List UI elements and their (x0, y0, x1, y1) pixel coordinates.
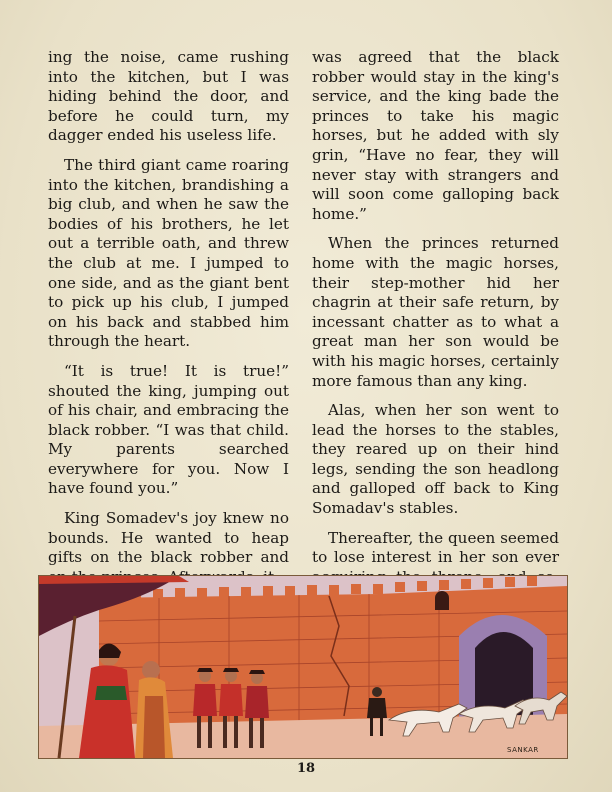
story-paragraph: Thereafter, the queen seemed to lose interest in her son ever (312, 528, 559, 567)
right-text-column (312, 48, 559, 637)
left-text-column (48, 48, 289, 597)
artist-signature: SANKAR (507, 746, 539, 754)
story-paragraph: “It is true! It is true!” shouted the king, jumping out of his chair, and embracing the black robber. “I was that child. My parents searched everywhere for you. Now I have found you.” (48, 361, 289, 498)
story-illustration (38, 575, 568, 759)
story-paragraph: The third giant came roaring into the kitchen, brandishing a big club, and when he saw the bodies of his brothers, he let out a terrible oath, and threw the club at me. I jumped to one side, and as the giant bent to pick up his club, I jumped on his back and stabbed him through the heart. (48, 155, 289, 351)
illustration-scene (39, 576, 567, 758)
story-paragraph: When the princes returned home with the magic horses, their step-mother hid her chagrin at their safe return, by incessant chatter as to what a great man her son would be with his magic horses, certainly more famous than any king. (312, 234, 559, 390)
wall-window (435, 591, 449, 610)
story-paragraph: Alas, when her son went to lead the horses to the stables, they reared up on their hind legs, sending the son headlong and galloped off back to King Somadav's stables. (312, 401, 559, 518)
page-number: 18 (296, 761, 316, 776)
story-paragraph: was agreed that the black robber would stay in the king's service, and the king bade the princes to take his magic horses, but he added with sly grin, “Have no fear, they will never stay with strangers and will soon come galloping back home.” (312, 48, 559, 223)
story-paragraph: King Somadev's joy knew no bounds. He wanted to heap gifts on the black robber and (48, 509, 289, 567)
story-paragraph: ing the noise, came rushing into the kitchen, but I was hiding behind the door, and before he could turn, my dagger ended his useless life. (48, 48, 289, 145)
